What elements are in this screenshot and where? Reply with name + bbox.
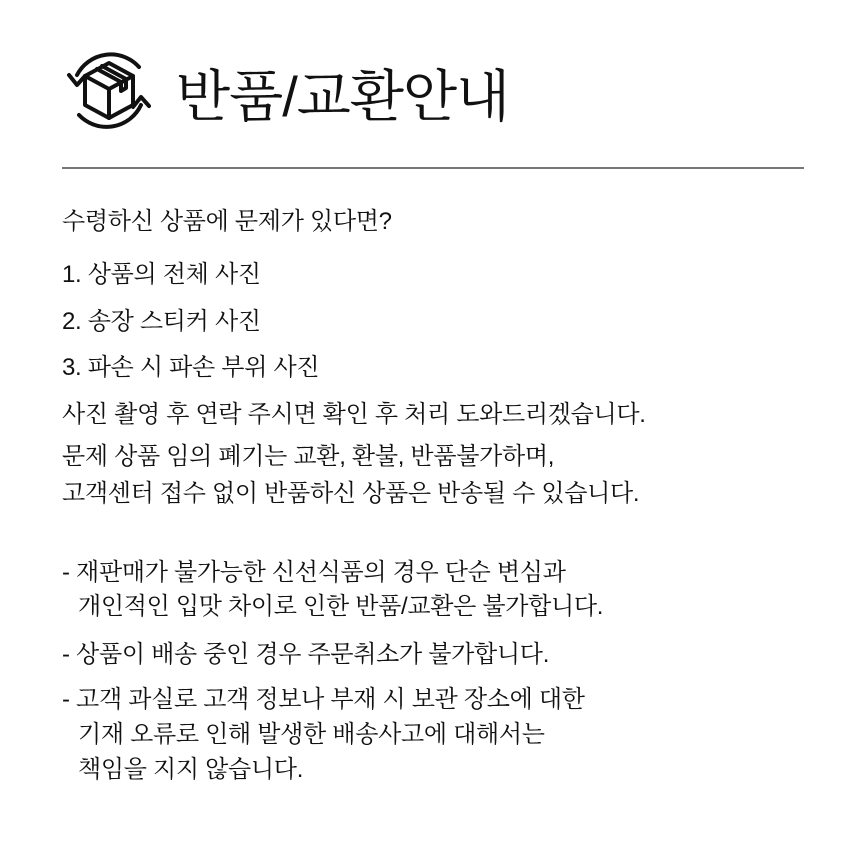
paragraph-line: 문제 상품 임의 폐기는 교환, 환불, 반품불가하며, <box>62 443 555 470</box>
paragraph-line: 고객센터 접수 없이 반품하신 상품은 반송될 수 있습니다. <box>62 480 640 507</box>
note-line: 기재 오류로 인해 발생한 배송사고에 대해서는 <box>78 721 545 748</box>
note-line: - 고객 과실로 고객 정보나 부재 시 보관 장소에 대한 <box>62 686 585 713</box>
note-line: 책임을 지지 않습니다. <box>78 756 304 783</box>
step-item: 1. 상품의 전체 사진 <box>62 261 261 288</box>
note-line: - 재판매가 불가능한 신선식품의 경우 단순 변심과 <box>62 559 566 586</box>
step-item: 3. 파손 시 파손 부위 사진 <box>62 354 320 381</box>
page-title: 반품/교환안내 <box>176 65 510 128</box>
divider <box>62 167 804 169</box>
step-item: 2. 송장 스티커 사진 <box>62 308 261 335</box>
paragraph-line: 사진 촬영 후 연락 주시면 확인 후 처리 도와드리겠습니다. <box>62 401 646 428</box>
intro-text: 수령하신 상품에 문제가 있다면? <box>62 208 392 235</box>
note-line: 개인적인 입맛 차이로 인한 반품/교환은 불가합니다. <box>78 593 604 620</box>
note-line: - 상품이 배송 중인 경우 주문취소가 불가합니다. <box>62 641 550 668</box>
box-return-icon <box>55 45 163 135</box>
